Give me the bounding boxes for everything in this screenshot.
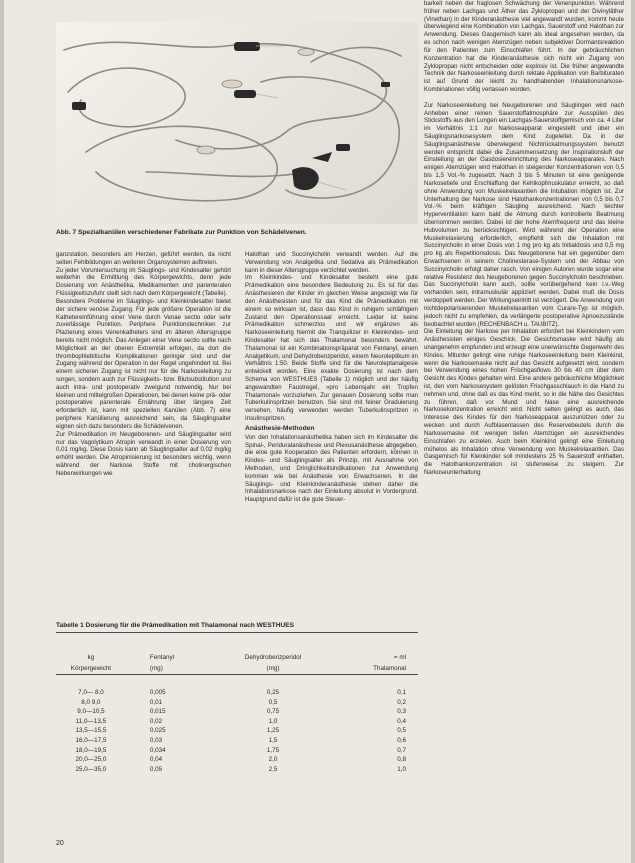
table-title: Tabelle 1 Dosierung für die Prämedikation mit Thalamonal nach WESTHUES [56, 622, 295, 629]
catheter-photo [56, 22, 418, 224]
cell-fentanyl: 0,03 [149, 736, 163, 744]
scalp-vein-needles-image [56, 22, 418, 224]
cell-dehydrobenzperidol: 0,25 [266, 689, 280, 696]
table-row [56, 717, 418, 727]
cell-ml: 0,8 [397, 756, 406, 764]
cell-ml: 0,3 [397, 708, 406, 716]
table-row [56, 707, 418, 717]
paragraph: Zur Prämedikation im Neugeborenen- und Säuglingsalter wird nur das Vagolytikum Atropin verwandt in einer Dosierung von 0,01 mg/kg. Diese Dosis kann ab Säuglingsalter auf 0,02 mg/kg erhöht werden. Die Atropinisierung ist besonders wichtig, wenn während der Narkose Stoffe mit cholinergischen Nebenwirkungen wie [56, 430, 231, 477]
cell-weight: 7,0— 8,0 [78, 689, 104, 696]
paragraph: barkeit neben der fraglosen Schwächung der Venenpunktion. Während früher neben Lachgas und Äther das Zyklopropan und der Divinyläther (Vinethan) in der Kinderanästhesie viel angewandt wurden, kommt heute überwiegend eine Kombination von Lachgas, Sauerstoff und Halothan zur Anwendung. Dieses Gasgemisch kann als ideal angesehen werden, da es schon nach wenigen Atemzügen neben subjektiver Dormantsreaktion für den Patienten zum Einschlafen führt. In der gebräuchlichen Konzentration hat die Kinderanästhesie sich nicht ein Zugang von Zyklopropan nicht entscheiden oder explosiv ist. Die früher angewandte Technik der Narkoseeinleitung durch rektale Applikation von Barbituraten ist auf Grund der leicht zu handhabenden Inhalationsnarkose-Kombinationen völlig verlassen worden. [424, 0, 624, 93]
cell-dehydrobenzperidol: 2,5 [268, 765, 278, 773]
paragraph: Von den Inhalationsanästhetika haben sich im Kindesalter die Spinal-, Periduralanästhesie und Plexusanästhesie abgegeben, die eine gute Kooperation des Patienten erfordern, können in Kindes- und Säuglingsalter als Prinzip, mit Ausnahme von Methoden, und Dringlichkeitsindikationen zur Anwendung kommen wie bei Anästhesie von Erwachsenen. In der Säuglings- und Kleinkinderanästhesie stehen daher die Inhalationsnarkose nach der Einleitung absolut in Vordergrund. Hauptgrund dafür ist die gute Steuer- [245, 433, 418, 504]
cell-weight: 16,0—17,5 [75, 736, 107, 744]
cell-dehydrobenzperidol: 1,0 [268, 717, 278, 725]
header-thalamonal: Thalamonal [373, 665, 406, 672]
text-column-left [56, 251, 231, 621]
figure-caption: Abb. 7 Spezialkanülen verschiedener Fabrikate zur Punktion von Schädelvenen. [56, 229, 307, 236]
cell-ml: 0,7 [397, 746, 406, 754]
cell-ml: 0,1 [397, 689, 406, 696]
header-weight-unit: Körpergewicht [70, 665, 112, 672]
paragraph: Die Einleitung der Narkose per Inhalation erfordert bei Kleinkindern vom Anästhesisten einiges Geschick. Die Gesichtsmaske wird häufig als unangenehm empfunden und erzeugt eine unerwünschte Gegenwehr des Kindes. Mitunter gelingt eine ruhige Narkoseeinleitung beim Kleinkind, wenn die Narkosemaske nicht auf das Gesicht aufgesetzt wird, sondern bei Verwendung eines hohen Frischgasflows 30 bis 40 cm über dem Gesicht des Kindes gehalten wird. Eine andere gebräuchliche Möglichkeit ist, den vom Narkosesystem gelösten Frischgasschlauch in die Hand zu nehmen und, ohne daß es das Kind merkt, so in die Nähe des Gesichtes zu führen, daß vor Mund und Nase eine ausreichende Narkosekonzentration erreicht wird. Nicht selten gelingt es auch, das Interesse des Kindes für den Narkoseapparat auszunützen oder zu wecken und durch Aufblasenlassen des Reservebeutels durch die Narkosemaske mit wenigen tiefen Atemzügen ein ausreichendes Einschlafen zu erzielen. Auch beim Kleinkind gelingt eine Einleitung mühelos als Inhalation ohne Verwendung von Muskelrelaxantien. Das Gasgemisch für Kleinkinder soll mindestens 25 % Sauerstoff enthalten, die Halothankonzentration ist stufenweise zu steigern. Zur Narkoseunterhaltung [424, 328, 624, 476]
book-page [4, 0, 631, 863]
header-fentanyl-unit: (mg) [149, 665, 163, 672]
text-column-right [424, 0, 624, 855]
cell-fentanyl: 0,005 [149, 689, 166, 696]
cell-weight: 11,0—13,5 [75, 717, 107, 725]
cell-fentanyl: 0,015 [149, 708, 166, 716]
header-weight: kg [87, 654, 95, 661]
header-fentanyl: Fentanyl [149, 654, 174, 661]
dosage-table [56, 634, 418, 774]
cell-fentanyl: 0,025 [149, 727, 166, 735]
table-row [56, 674, 418, 698]
header-dehydrobenzperidol: Dehydrobenzperidol [244, 654, 302, 661]
paragraph: ganzstation, besonders am Herzen, geführt werden, da nicht selten Fehlbildungen an weiteren Organsystemen auftreten. [56, 251, 231, 266]
table-row [56, 746, 418, 756]
section-heading: Anästhesie-Methoden [245, 424, 315, 432]
cell-dehydrobenzperidol: 1,5 [268, 736, 278, 744]
cell-weight: 25,0—35,0 [75, 765, 107, 773]
table-row [56, 726, 418, 736]
cell-dehydrobenzperidol: 0,5 [268, 698, 278, 706]
paragraph: Zu jeder Voruntersuchung im Säuglings- und Kindesalter gehört weiterhin die Ermittlung des Körpergewichts, denn jede Dosierung von Anästhetika, Medikamenten und parenteralen Flüssigkeitszufuhr stellt sich nach dem Körpergewicht (Tabelle). [56, 266, 231, 298]
text-column-middle [245, 251, 418, 621]
table-top-rule [56, 632, 418, 633]
cell-weight: 9,0—10,5 [77, 708, 105, 716]
cell-weight: 13,5—15,5 [75, 727, 107, 735]
header-ml: = ml [393, 654, 406, 661]
cell-dehydrobenzperidol: 1,25 [266, 727, 280, 735]
cell-ml: 0,2 [397, 698, 406, 706]
cell-ml: 0,6 [397, 736, 406, 744]
paragraph: Halothan und Succinylcholin verwandt werden. Auf die Verwendung von Analgetika und Sedativa als Prämedikation kann in dieser Altersgruppe verzichtet werden. [245, 251, 418, 274]
paragraph: Besondere Probleme im Säuglings- und Kleinkindesalter bietet der sichere venöse Zugang. Für jede größere Operation ist die Kathetereinführung einer Vene durch Venae sectio oder sehr zuverlässige Punktion. Periphere Punktionstechniken zur Plazierung eines Venenkatheters sind im älteren Altersgruppe bereits nicht möglich. Das Anlegen einer Vene sectio sollte nach Möglichkeit an der oberen Extremität erfolgen, da dort die thrombophlebitische Komplikationen geringer sind und der Zugang während der Operation in der Regel ungehindert ist. Bei einem sicheren Zugang ist nicht nur für die Narkoseleitung zu sorgen, sondern auch zur Flüssigkeits- bzw. Blutsubstitution und auch intra- und postoperativ zweigund notwendig. Nur bei kleinen und mittelgroßen Operationen, bei denen keine prä- oder postoperative parenterale Ernährung über längere Zeit erforderlich ist, kann mit speziellen Kanülen (Abb. 7) eine periphere Kanülierung ausreichend sein, da Säuglingsalter eignen sich dazu besonders die Schädelvenen. [56, 297, 231, 430]
paragraph: Zur Narkoseeinleitung bei Neugeborenen und Säuglingen wird nach Anheben einer reinen Sauerstoffatmosphäre zur Ausspülen des Stickstoffs aus den Lungen ein Lachgas-Sauerstoffgemisch von ca. 4 Liter im Verhältnis 1:1 zur Narkoseapparat eingestellt und über ein Säuglingsnarkosesystem dem Kind zugeleitet. Da in der Säuglingsanästhesie überwiegend Nichtrückatmungssystem benutzt werden entspricht dabei die Zusammensetzung der Inspirationsluft der Einstellung an der Gasdosiereinrichtung des Narkoseapparates. Nach einigen Atemzügen wird Halothan in steigender Konzentrationen von 0,5 bis 1,5 Vol.-% zugesetzt. Nach 3 bis 5 Minuten ist eine genügende Narkosetiefe und Erschlaffung der Kehlkopfmuskulatur erreicht, so daß ohne Anwendung von Muskelrelaxantien die Intubation möglich ist. Zur Unterhaltung der Narkose sind Halothankonzentrationen von 0,5 bis 0,7 Vol.-% beim kräftigen Säugling ausreichend. Nach leichter Hyperventilation kann bald die Atmung durch kontrollierte Beatmung übernommen werden. Dabei ist der hohe Atemfrequenz und das kleine Hubvolumen zu berücksichtigen. Wird während der Operation eine Muskelrelaxierung erforderlich, empfiehlt sich die Inhalation mit Succinylcholin in einer Dosis von 1 mg pro kg als Initialdosis und 0,5 mg pro kg als Repetitionsdosis. Das Neugeborene hat ein gegenüber dem Erwachsenen in seinem Cholinesterase-System und der Abbau von Succinylcholin erfolgt daher rasch. Von einigen Autoren wurde sogar eine relative Resistenz des Neugeborenen gegen Succinylcholin beschrieben. Das Succinylcholin kann auch, sollte vorübergehend kein i.v.-Weg vorhanden sein, intramuskulär appliziert werden. Dabei muß die Dosis verdoppelt werden. Der Wirkungseintritt ist verzögert. Die Anwendung von nichtdepolarisierenden Muskelrelaxantien vom Curare-Typ ist möglich, jedoch nicht zu empfehlen, da verlängerte postoperative Apnoezustände beobachtet wurden (RECHENBACH u. TAUBITZ). [424, 101, 624, 328]
cell-fentanyl: 0,04 [149, 756, 163, 764]
table-row [56, 736, 418, 746]
table-row [56, 755, 418, 765]
cell-ml: 0,5 [397, 727, 406, 735]
cell-weight: 18,0—19,5 [75, 746, 107, 754]
cell-dehydrobenzperidol: 1,75 [266, 746, 280, 754]
cell-ml: 1,0 [397, 765, 406, 773]
cell-dehydrobenzperidol: 0,75 [266, 708, 280, 716]
cell-fentanyl: 0,02 [149, 717, 163, 725]
header-dehydrobenzperidol-unit: (mg) [266, 665, 280, 672]
cell-ml: 0,4 [397, 717, 406, 725]
cell-fentanyl: 0,01 [149, 698, 163, 706]
cell-fentanyl: 0,05 [149, 765, 163, 773]
cell-weight: 8,0 9,0 [81, 698, 101, 706]
table-row [56, 698, 418, 708]
cell-dehydrobenzperidol: 2,0 [268, 756, 278, 764]
paragraph: Im Kleinkindes- und Kindesalter besteht eine gute Prämedikation eine besondere Bedeutung zu. Es ist für das Anästhesieren der Kinder im gleichen Weise angezeigt wie für den Anästhesisten und für das Kind die Prämedikation mit einem so wirksam ist, dass das Kind in ruhigem schläfrigem Zustand den Operationssaal erreicht. Leider ist keine Prämedikation schmerzlos und wir ergänzen als Narkoseeinleitung hiermit die Tranquilizer in Kleinkindes- und Kindesalter hat sich das Thalamonal besonders bewährt. Thalamonal ist ein Kombinationspräparat von Fentanyl, einem Analgetikum, und Dehydrobenzperidol, einem Neuroleptikum im Verhältnis 1:50. Beide Stoffe sind für die Neuroleptanalgesie entwickelt worden. Eine exakte Dosierung ist nach dem Schema von WESTHUES (Tabelle 1) möglich und der häufig angewandten Faustregel, »pro Lebensjahr ein Tropfen Thalamonal« vorzuziehen. Zur genauen Dosierung sollte man Tuberkulinspritzen benutzen. Sie sind mit feiner Graduierung versehen, häufig verwenden werden Tuberkulinspritzen in Insulinspritzen. [245, 274, 418, 423]
cell-fentanyl: 0,034 [149, 746, 166, 754]
cell-weight: 20,0—25,0 [75, 756, 107, 764]
page-number: 20 [56, 840, 64, 847]
table-row [56, 765, 418, 775]
